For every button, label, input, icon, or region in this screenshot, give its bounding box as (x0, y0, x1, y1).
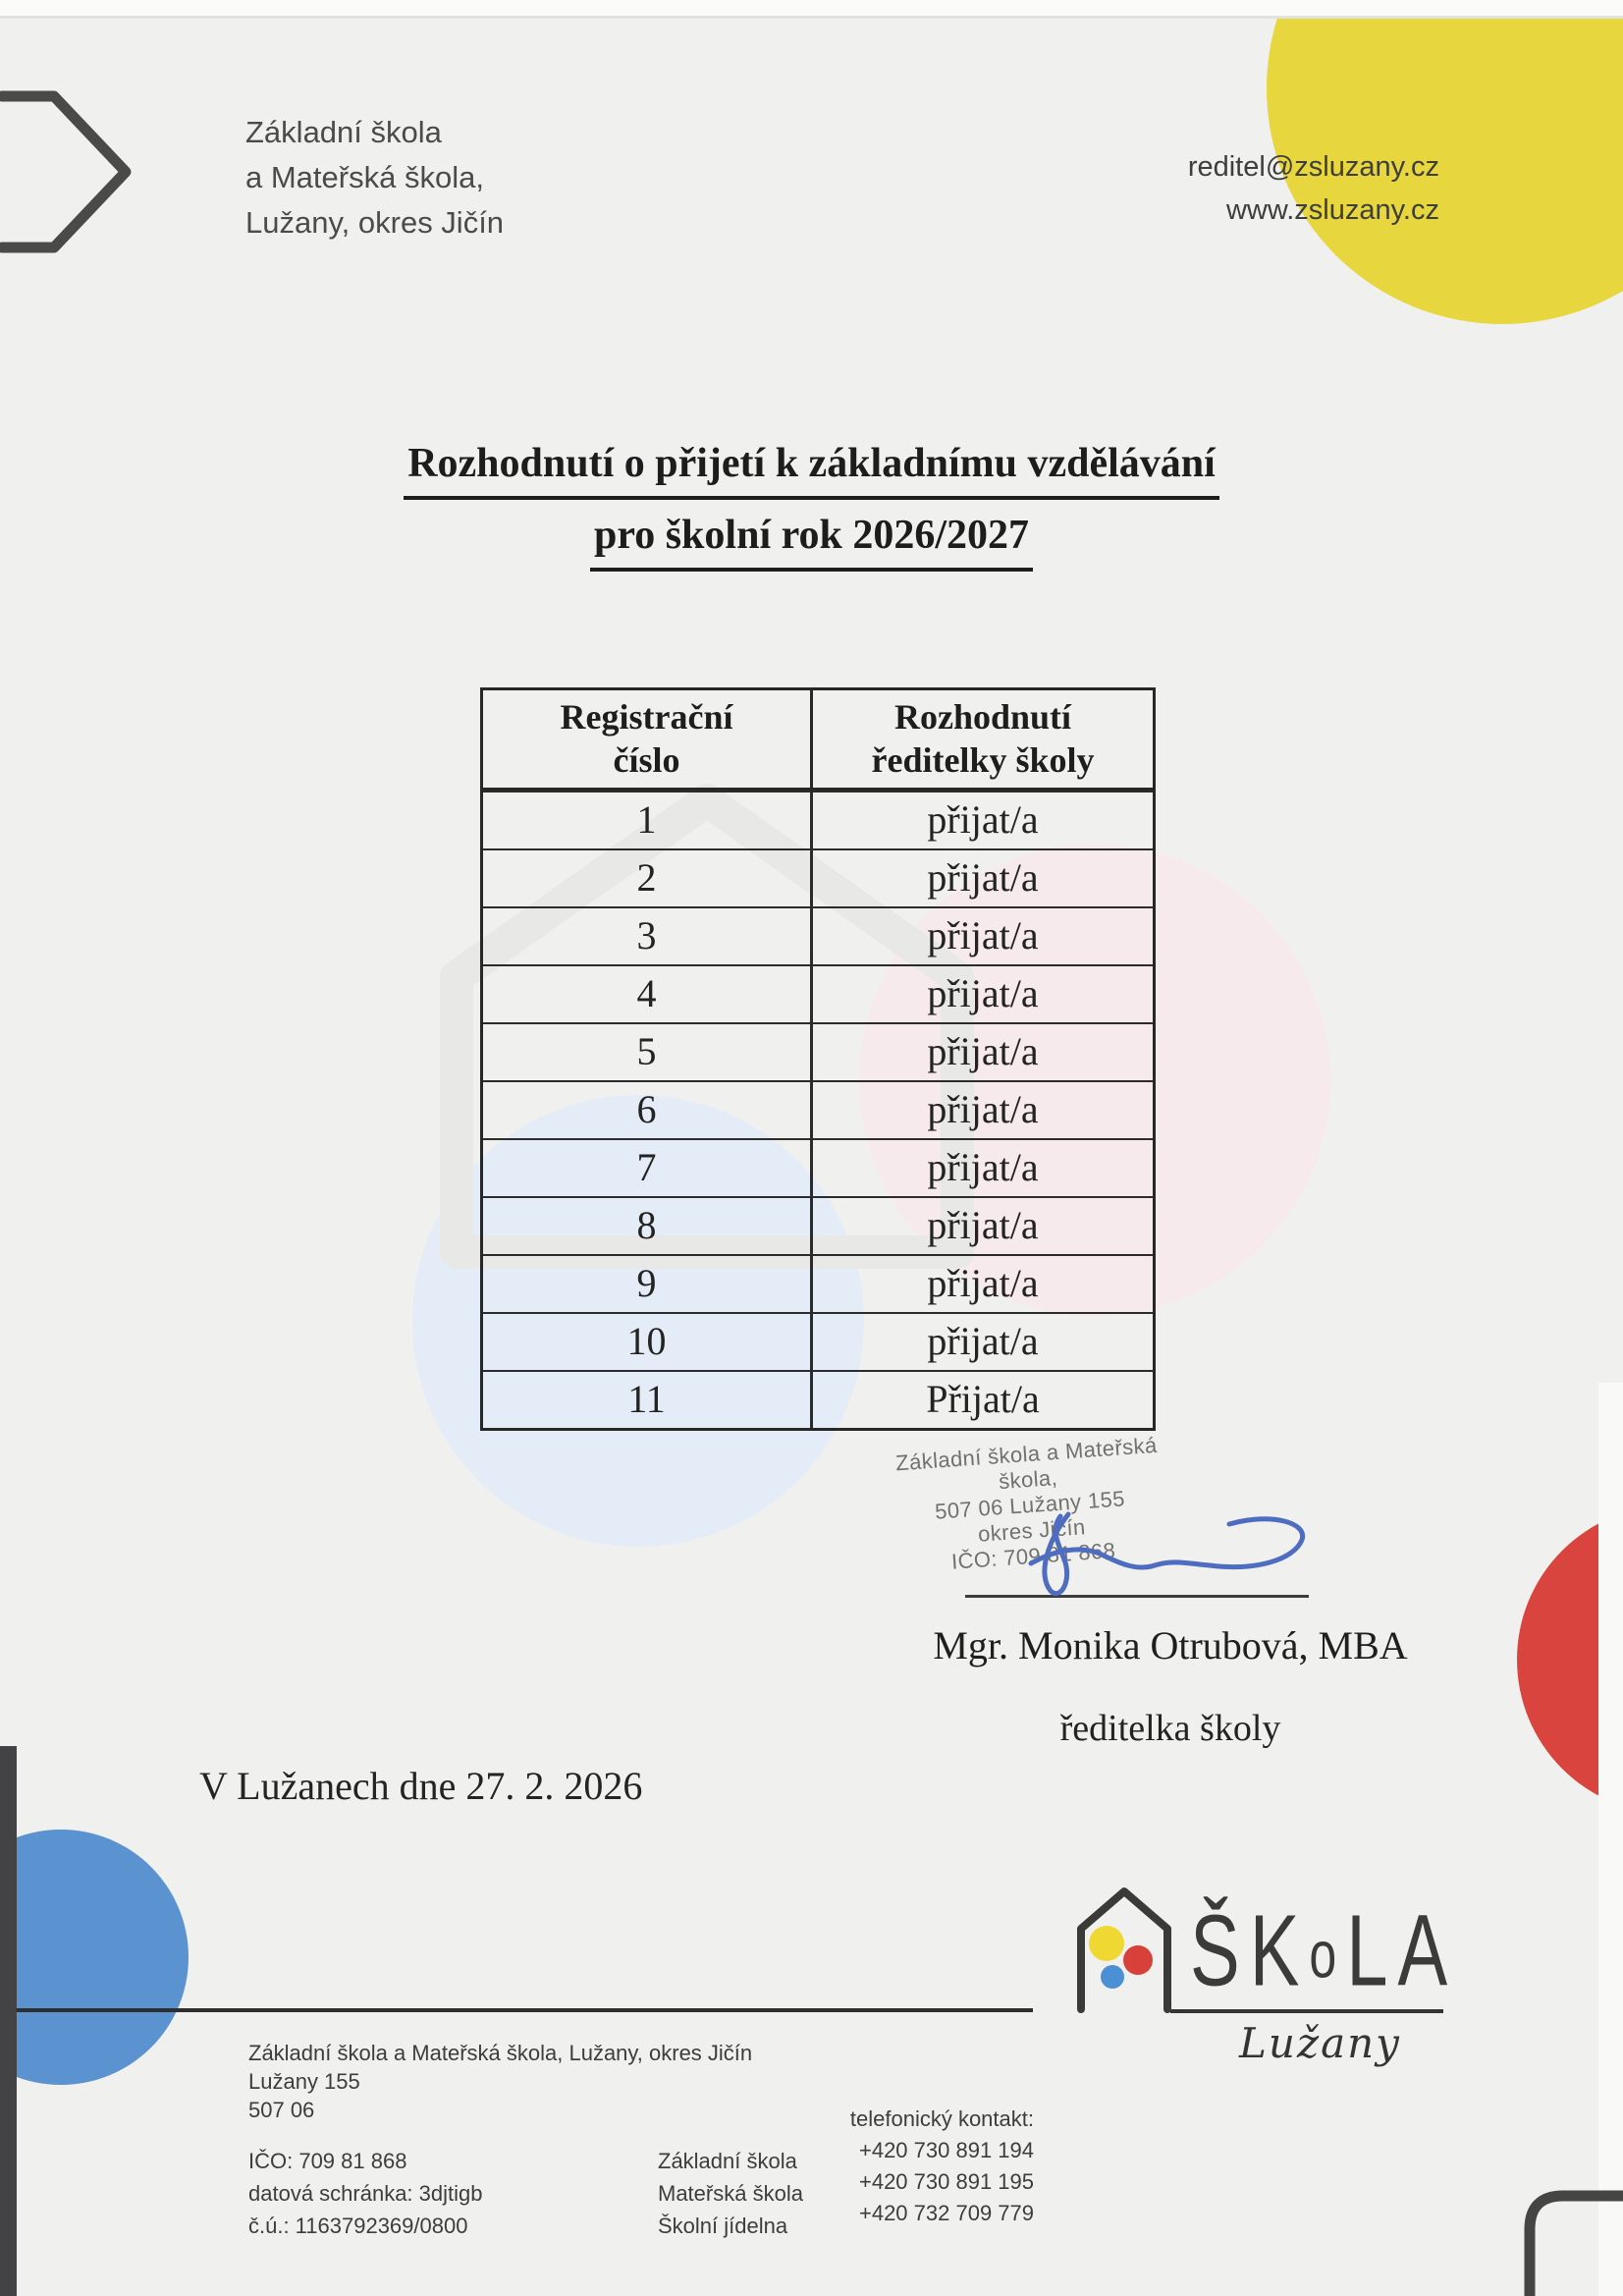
handwritten-signature (962, 1503, 1325, 1601)
school-name-line3: Lužany, okres Jičín (245, 205, 505, 240)
footer-phone: +420 730 891 194 (858, 2138, 1034, 2162)
chevron-logo-icon (0, 79, 137, 260)
stamp-line: IČO: 709 81 868 (950, 1538, 1116, 1574)
footer-phone-label: telefonický kontakt: (849, 2106, 1034, 2131)
footer-department: Školní jídelna (658, 2214, 788, 2238)
table-row: 3 přijat/a (483, 906, 1153, 964)
title-line1-text: Rozhodnutí o přijetí k základnímu vzdělávání (404, 440, 1219, 500)
footer-department: Mateřská škola (658, 2181, 803, 2206)
school-house-logo-icon (1073, 1882, 1175, 2015)
email-text: reditel@zsluzany.cz (1187, 151, 1439, 183)
school-name-line2: a Mateřská škola, (245, 160, 484, 194)
table-row: 6 přijat/a (483, 1080, 1153, 1138)
table-row: 10 přijat/a (483, 1312, 1153, 1370)
letterhead-contact (1080, 145, 1439, 232)
table-row: 7 přijat/a (483, 1138, 1153, 1196)
footer-phone: +420 730 891 195 (858, 2169, 1034, 2194)
table-header-row (483, 690, 1153, 791)
footer-phones-block (808, 2104, 1034, 2229)
scan-right-margin (1598, 1383, 1623, 2296)
column-header-decision: Rozhodnutí ředitelky školy (871, 697, 1095, 780)
letterhead-school-name (245, 110, 504, 246)
table-row: 4 přijat/a (483, 964, 1153, 1022)
decision-table (480, 687, 1156, 1431)
scan-left-edge-strip (0, 1746, 17, 2296)
footer-databox: datová schránka: 3djtigb (248, 2181, 483, 2206)
stamp-line: okres Jičín (977, 1514, 1087, 1547)
table-row: 1 přijat/a (483, 791, 1153, 848)
footer-bank-account: č.ú.: 1163792369/0800 (248, 2214, 468, 2238)
corner-bracket-decoration (1512, 2180, 1623, 2296)
logo-subtitle: Lužany (1239, 2019, 1401, 2067)
school-name-line1: Základní škola (245, 115, 442, 149)
footer-divider-line (16, 2008, 1033, 2012)
column-header-registration: Registrační číslo (483, 690, 813, 788)
footer-registry-block (248, 2145, 483, 2242)
website-text: www.zsluzany.cz (1225, 194, 1439, 226)
document-title-line1 (0, 440, 1623, 500)
scan-top-edge-line (0, 16, 1623, 19)
footer-address-block (248, 2039, 752, 2124)
footer-address-line: Lužany 155 (248, 2069, 360, 2094)
table-row: 8 přijat/a (483, 1196, 1153, 1254)
footer-address-line: 507 06 (248, 2098, 315, 2122)
blue-circle-decoration (0, 1830, 189, 2085)
footer-departments-block (658, 2145, 803, 2242)
footer-phone: +420 732 709 779 (858, 2201, 1034, 2225)
stamp-line: 507 06 Lužany 155 (934, 1486, 1126, 1524)
logo-small-o: o (1309, 1917, 1347, 1993)
table-row: 11 Přijat/a (483, 1370, 1153, 1428)
signatory-name: Mgr. Monika Otrubová, MBA (933, 1623, 1408, 1667)
document-title-line2 (0, 512, 1623, 572)
table-row: 2 přijat/a (483, 848, 1153, 906)
stamp-line: Základní škola a Mateřská škola, (894, 1432, 1159, 1495)
table-row: 5 přijat/a (483, 1022, 1153, 1080)
footer-department: Základní škola (658, 2149, 797, 2173)
place-and-date: V Lužanech dne 27. 2. 2026 (199, 1764, 643, 1808)
table-row: 9 přijat/a (483, 1254, 1153, 1312)
signatory-role: ředitelka školy (1059, 1708, 1281, 1749)
logo-wordmark: ŠKoLA (1190, 1894, 1458, 2008)
footer-address-line: Základní škola a Mateřská škola, Lužany, okres Jičín (248, 2041, 753, 2065)
footer-ico: IČO: 709 81 868 (248, 2149, 407, 2173)
title-line2-text: pro školní rok 2026/2027 (590, 512, 1033, 572)
scan-top-margin (0, 0, 1623, 16)
